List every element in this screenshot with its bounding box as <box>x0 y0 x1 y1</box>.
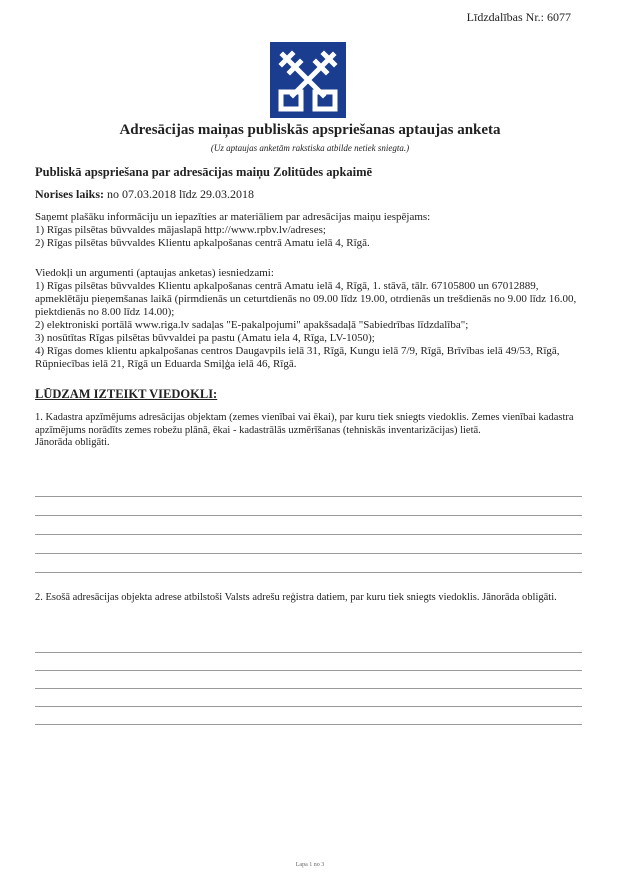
consultation-topic: Publiskā apspriešana par adresācijas maiņu Zolitūdes apkaimē <box>35 165 373 179</box>
info-item: 1) Rīgas pilsētas būvvaldes mājaslapā http://www.rpbv.lv/adreses; <box>35 224 326 236</box>
riga-keys-emblem-icon <box>270 42 346 118</box>
info-item: 2) Rīgas pilsētas būvvaldes Klientu apkalpošanas centrā Amatu ielā 4, Rīgā. <box>35 237 370 249</box>
dates-value: no 07.03.2018 līdz 29.03.2018 <box>107 187 254 201</box>
answer-line[interactable] <box>35 670 582 671</box>
section-heading: LŪDZAM IZTEIKT VIEDOKLI: <box>35 387 218 401</box>
question-2 <box>35 592 585 605</box>
info-intro: Saņemt plašāku informāciju un iepazīties ar materiāliem par adresācijas maiņu iespējams: <box>35 211 431 223</box>
info-section <box>35 211 590 250</box>
answer-line[interactable] <box>35 534 582 535</box>
page-number: Lapa 1 no 3 <box>295 862 325 868</box>
submission-section <box>35 267 590 371</box>
question-text: 2. Esošā adresācijas objekta adrese atbilstoši Valsts adrešu reģistra datiem, par kuru tiek sniegts viedoklis. Jānorāda obligāti. <box>35 592 557 603</box>
emblem-graphic <box>270 42 346 118</box>
required-note: Jānorāda obligāti. <box>35 437 110 448</box>
participation-number: Līdzdalības Nr.: 6077 <box>466 10 571 24</box>
answer-line[interactable] <box>35 706 582 707</box>
submission-item: 2) elektroniski portālā www.riga.lv sadaļas "E-pakalpojumi" apakšsadaļā "Sabiedrības līdzdalība"; <box>35 319 469 331</box>
answer-line[interactable] <box>35 553 582 554</box>
answer-line[interactable] <box>35 652 582 653</box>
form-title: Adresācijas maiņas publiskās apspriešanas aptaujas anketa <box>119 122 501 138</box>
submission-intro: Viedokļi un argumenti (aptaujas anketas) iesniedzami: <box>35 267 274 279</box>
answer-line[interactable] <box>35 688 582 689</box>
answer-line[interactable] <box>35 572 582 573</box>
submission-item: 4) Rīgas domes klientu apkalpošanas centros Daugavpils ielā 31, Rīgā, Kungu ielā 7/9, Rīgā, Brīvības ielā 49/53, Rīgā, Rūpniecības ielā 21, Rīgā un Eduarda Smiļģa ielā 46, Rīgā. <box>35 345 560 370</box>
question-1 <box>35 412 585 450</box>
form-subtitle: (Uz aptaujas anketām rakstiska atbilde netiek sniegta.) <box>210 143 410 153</box>
submission-item: 3) nosūtītas Rīgas pilsētas būvvaldei pa pastu (Amatu iela 4, Rīga, LV-1050); <box>35 332 375 344</box>
answer-line[interactable] <box>35 515 582 516</box>
consultation-dates <box>35 187 254 202</box>
answer-line[interactable] <box>35 496 582 497</box>
submission-item: 1) Rīgas pilsētas būvvaldes Klientu apkalpošanas centrā Amatu ielā 4, Rīgā, 1. stāvā, tālr. 67105800 un 67012889, apmeklētāju pieņemšanas laikā (pirmdienās un ceturtdienās no 09.00 līdz 19.00, otrdienās un trešdienās no 9.00 līdz 16.00, piektdienās no 8.00 līdz 14.00); <box>35 280 577 318</box>
question-text: 1. Kadastra apzīmējums adresācijas objektam (zemes vienībai vai ēkai), par kuru tiek sniegts viedoklis. Zemes vienībai kadastra apzīmējums norādīts zemes robežu plānā, ēkai - kadastrālās uzmērīšanas (tehniskās inventarizācijas) lietā. <box>35 412 574 436</box>
answer-line[interactable] <box>35 724 582 725</box>
dates-label: Norises laiks: <box>35 187 104 201</box>
